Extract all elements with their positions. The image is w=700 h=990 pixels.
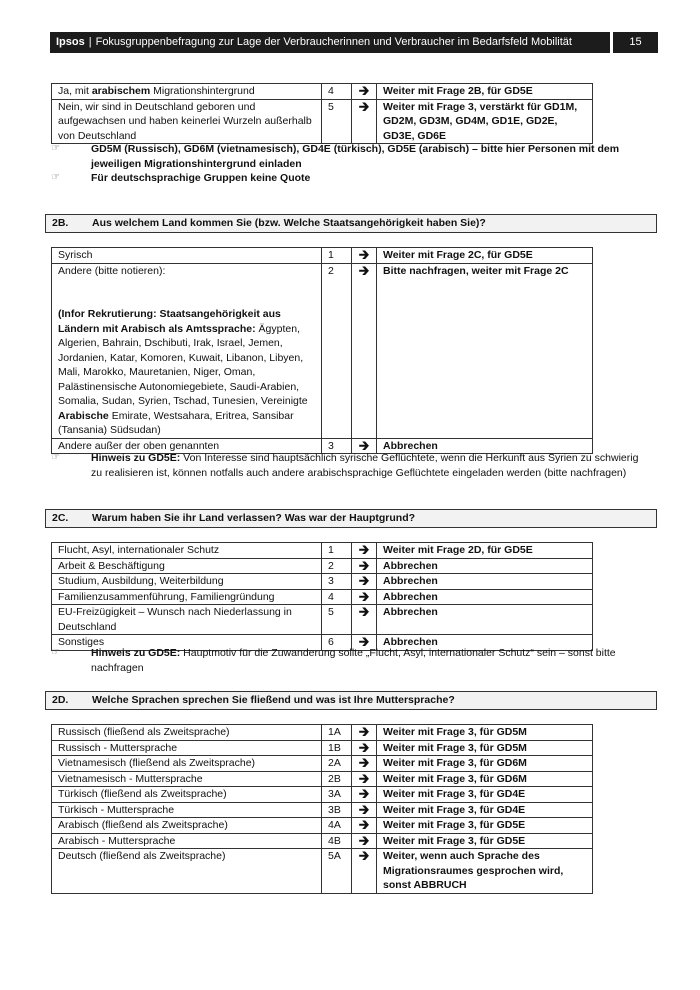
- table-row: [52, 574, 593, 590]
- answer-code: 3B: [322, 802, 352, 818]
- page-header: [50, 32, 610, 53]
- routing-instruction: Weiter mit Frage 3, für GD6M: [377, 756, 593, 772]
- arrow-icon: 🡲: [352, 756, 377, 772]
- routing-instruction: Weiter mit Frage 3, für GD6M: [377, 771, 593, 787]
- answer-code: 4B: [322, 833, 352, 849]
- arrow-icon: 🡲: [352, 725, 377, 741]
- answer-code: 1B: [322, 740, 352, 756]
- recruitment-info: (Infor Rekrutierung: Staatsangehörigkeit aus Ländern mit Arabisch als Amtssprache: Ägypten, Algerien, Bahrain, Dschibuti, Irak, Israel, Jemen, Jordanien, Katar, Komoren, Kuwait, Libanon, Libyen, Mali, Marokko, Mauretanien, Niger, Oman, Palästinensische Autonomiegebiete, Saudi-Arabien, Somalia, Sudan, Syrien, Tschad, Tunesien, Vereinigte Arabische Emirate, Westsahara, Eritrea, Sansibar (Tansania) Südsudan): [58, 308, 308, 436]
- table-row: [52, 740, 593, 756]
- answer-text: Nein, wir sind in Deutschland geboren und aufgewachsen und haben keinerlei Wurzeln außerhalb von Deutschland: [52, 99, 322, 144]
- routing-instruction: Weiter mit Frage 3, für GD4E: [377, 787, 593, 803]
- answer-code: 3: [322, 574, 352, 590]
- arrow-icon: 🡲: [352, 787, 377, 803]
- answer-text: Türkisch - Muttersprache: [52, 802, 322, 818]
- answer-text: Andere außer der oben genannten: [52, 438, 322, 454]
- answer-text: Sonstiges: [52, 635, 322, 651]
- routing-instruction: Abbrechen: [377, 605, 593, 635]
- table-migration-background: [51, 83, 593, 144]
- question-2b-header: 2B. Aus welchem Land kommen Sie (bzw. Welche Staatsangehörigkeit haben Sie)?: [45, 214, 657, 233]
- routing-instruction: Abbrechen: [377, 558, 593, 574]
- answer-code: 1: [322, 543, 352, 559]
- answer-code: 4A: [322, 818, 352, 834]
- table-row: [52, 543, 593, 559]
- answer-text: Russisch - Muttersprache: [52, 740, 322, 756]
- table-row: [52, 849, 593, 894]
- arrow-icon: 🡲: [352, 99, 377, 144]
- arrow-icon: 🡲: [352, 558, 377, 574]
- routing-instruction: Abbrechen: [377, 589, 593, 605]
- routing-instruction: Abbrechen: [377, 635, 593, 651]
- answer-code: 3A: [322, 787, 352, 803]
- arrow-icon: 🡲: [352, 802, 377, 818]
- table-row: [52, 589, 593, 605]
- routing-instruction: Abbrechen: [377, 574, 593, 590]
- table-question-2b: [51, 247, 593, 454]
- table-row: [52, 833, 593, 849]
- routing-instruction: Weiter mit Frage 3, für GD4E: [377, 802, 593, 818]
- answer-code: 4: [322, 84, 352, 100]
- arrow-icon: 🡲: [352, 818, 377, 834]
- answer-text: Flucht, Asyl, internationaler Schutz: [52, 543, 322, 559]
- answer-text: Ja, mit arabischem Migrationshintergrund: [52, 84, 322, 100]
- table-row: [52, 84, 593, 100]
- answer-text: EU-Freizügigkeit – Wunsch nach Niederlassung in Deutschland: [52, 605, 322, 635]
- table-row: [52, 725, 593, 741]
- routing-instruction: Weiter mit Frage 3, für GD5E: [377, 833, 593, 849]
- answer-code: 2B: [322, 771, 352, 787]
- answer-text: Russisch (fließend als Zweitsprache): [52, 725, 322, 741]
- hand-pointer-icon: ☞: [51, 143, 60, 154]
- brand-name: Ipsos: [56, 36, 85, 48]
- table-row: [52, 99, 593, 144]
- answer-text: Arabisch (fließend als Zweitsprache): [52, 818, 322, 834]
- routing-instruction: Bitte nachfragen, weiter mit Frage 2C: [377, 263, 593, 438]
- routing-instruction: Weiter mit Frage 2B, für GD5E: [377, 84, 593, 100]
- table-row: [52, 263, 593, 438]
- hand-pointer-icon: ☞: [51, 647, 60, 658]
- arrow-icon: 🡲: [352, 771, 377, 787]
- arrow-icon: 🡲: [352, 589, 377, 605]
- table-row: [52, 248, 593, 264]
- answer-text: Vietnamesisch - Muttersprache: [52, 771, 322, 787]
- routing-instruction: Weiter, wenn auch Sprache des Migrationsraumes gesprochen wird, sonst ABBRUCH: [377, 849, 593, 894]
- hand-pointer-icon: ☞: [51, 172, 60, 183]
- routing-instruction: Weiter mit Frage 2D, für GD5E: [377, 543, 593, 559]
- table-row: [52, 771, 593, 787]
- table-question-2d: [51, 724, 593, 894]
- quota-note: ☞ Für deutschsprachige Gruppen keine Quote: [51, 172, 311, 184]
- answer-code: 1A: [322, 725, 352, 741]
- page-number: 15: [613, 32, 658, 53]
- arrow-icon: 🡲: [352, 605, 377, 635]
- table-row: [52, 605, 593, 635]
- answer-text: Vietnamesisch (fließend als Zweitsprache): [52, 756, 322, 772]
- routing-instruction: Weiter mit Frage 3, für GD5E: [377, 818, 593, 834]
- answer-text: Syrisch: [52, 248, 322, 264]
- answer-text: Arabisch - Muttersprache: [52, 833, 322, 849]
- arrow-icon: 🡲: [352, 635, 377, 651]
- answer-code: 5: [322, 99, 352, 144]
- table-question-2c: [51, 542, 593, 651]
- question-2c-header: 2C. Warum haben Sie ihr Land verlassen? Was war der Hauptgrund?: [45, 509, 657, 528]
- table-row: [52, 802, 593, 818]
- hint-gd5e: ☞ Hinweis zu GD5E: Von Interesse sind hauptsächlich syrische Geflüchtete, wenn die Herkunft aus Syrien zu schwierig zu realisieren ist, können notfalls auch andere arabischsprachige Geflüchtete eingeladen werden (bitte nachfragen): [51, 452, 639, 479]
- routing-instruction: Weiter mit Frage 3, verstärkt für GD1M, GD2M, GD3M, GD4M, GD1E, GD2E, GD3E, GD6E: [377, 99, 593, 144]
- arrow-icon: 🡲: [352, 833, 377, 849]
- answer-code: 4: [322, 589, 352, 605]
- answer-code: 3: [322, 438, 352, 454]
- routing-instruction: Weiter mit Frage 3, für GD5M: [377, 725, 593, 741]
- arrow-icon: 🡲: [352, 543, 377, 559]
- answer-code: 5: [322, 605, 352, 635]
- question-2d-header: 2D. Welche Sprachen sprechen Sie fließend und was ist Ihre Muttersprache?: [45, 691, 657, 710]
- routing-instruction: Weiter mit Frage 2C, für GD5E: [377, 248, 593, 264]
- answer-code: 1: [322, 248, 352, 264]
- answer-text: Türkisch (fließend als Zweitsprache): [52, 787, 322, 803]
- routing-instruction: Weiter mit Frage 3, für GD5M: [377, 740, 593, 756]
- arrow-icon: 🡲: [352, 574, 377, 590]
- header-separator: |: [88, 36, 92, 48]
- answer-code: 5A: [322, 849, 352, 894]
- table-row: [52, 818, 593, 834]
- arrow-icon: 🡲: [352, 84, 377, 100]
- answer-text: Andere (bitte notieren): (Infor Rekrutierung: Staatsangehörigkeit aus Ländern mit Arabisch als Amtssprache: Ägypten, Algerien, Bahrain, Dschibuti, Irak, Israel, Jemen, Jordanien, Katar, Komoren, Kuwait, Libanon, Libyen, Mali, Marokko, Mauretanien, Niger, Oman, Palästinensische Autonomiegebiete, Saudi-Arabien, Somalia, Sudan, Syrien, Tschad, Tunesien, Vereinigte Arabische Emirate, Westsahara, Eritrea, Sansibar (Tansania) Südsudan): [52, 263, 322, 438]
- answer-text: Deutsch (fließend als Zweitsprache): [52, 849, 322, 894]
- routing-instruction: Abbrechen: [377, 438, 593, 454]
- arrow-icon: 🡲: [352, 438, 377, 454]
- answer-code: 2: [322, 558, 352, 574]
- table-row: [52, 787, 593, 803]
- arrow-icon: 🡲: [352, 849, 377, 894]
- answer-code: 2A: [322, 756, 352, 772]
- table-row: [52, 756, 593, 772]
- arrow-icon: 🡲: [352, 248, 377, 264]
- answer-text: Arbeit & Beschäftigung: [52, 558, 322, 574]
- answer-text: Studium, Ausbildung, Weiterbildung: [52, 574, 322, 590]
- hand-pointer-icon: ☞: [51, 452, 60, 463]
- answer-code: 6: [322, 635, 352, 651]
- document-title: Fokusgruppenbefragung zur Lage der Verbraucherinnen und Verbraucher im Bedarfsfeld Mobilität: [95, 36, 572, 48]
- answer-text: Familienzusammenführung, Familiengründung: [52, 589, 322, 605]
- arrow-icon: 🡲: [352, 263, 377, 438]
- quota-note: ☞ GD5M (Russisch), GD6M (vietnamesisch), GD4E (türkisch), GD5E (arabisch) – bitte hier Personen mit dem jeweiligen Migrationshintergrund einladen: [51, 143, 620, 170]
- answer-code: 2: [322, 263, 352, 438]
- table-row: [52, 558, 593, 574]
- arrow-icon: 🡲: [352, 740, 377, 756]
- hint-gd5e: ☞ Hinweis zu GD5E: Hauptmotiv für die Zuwanderung sollte „Flucht, Asyl, internationaler Schutz“ sein – sonst bitte nachfragen: [51, 647, 616, 674]
